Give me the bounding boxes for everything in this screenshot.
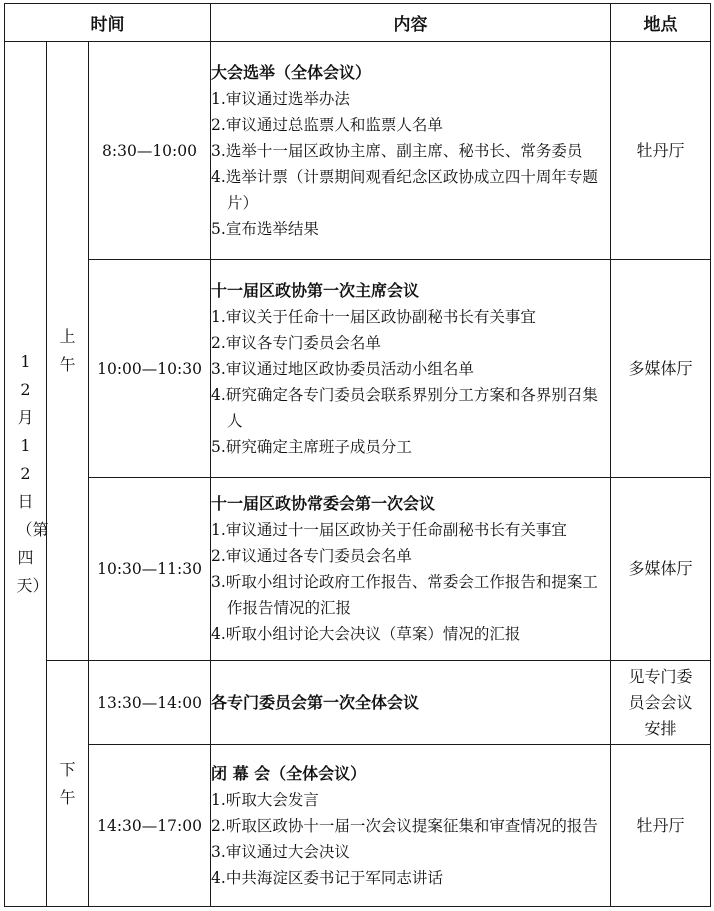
session-place xyxy=(611,478,711,661)
session-row xyxy=(5,661,711,745)
session-content xyxy=(211,42,611,260)
session-title: 十一届区政协第一次主席会议 xyxy=(211,280,420,300)
afternoon-cell xyxy=(47,661,89,907)
agenda-item: 3.选举十一届区政协主席、副主席、秘书长、常务委员 xyxy=(211,141,583,160)
day-label: 12月12日（第四天） xyxy=(16,352,49,595)
session-content xyxy=(211,478,611,661)
day-cell xyxy=(5,42,47,907)
session-row xyxy=(5,260,711,478)
agenda-item: 2.审议通过各专门委员会名单 xyxy=(211,547,412,565)
session-title: 大会选举（全体会议） xyxy=(211,62,372,82)
place-label: 牡丹厅 xyxy=(636,815,685,835)
session-time: 13:30—14:00 xyxy=(89,661,211,745)
agenda-item: 2.听取区政协十一届一次会议提案征集和审查情况的报告 xyxy=(211,816,598,835)
agenda-item: 5.宣布选举结果 xyxy=(211,219,319,238)
schedule-table xyxy=(4,3,711,907)
agenda-item: 1.听取大会发言 xyxy=(211,790,319,809)
header-content: 内容 xyxy=(211,4,611,42)
agenda-item: 4.听取小组讨论大会决议（草案）情况的汇报 xyxy=(211,625,521,643)
session-time: 10:00—10:30 xyxy=(89,260,211,478)
session-title: 闭 幕 会（全体会议） xyxy=(211,763,367,783)
afternoon-label: 下午 xyxy=(59,759,76,807)
agenda-item: 2.审议通过总监票人和监票人名单 xyxy=(211,115,443,134)
agenda-item: 5.研究确定主席班子成员分工 xyxy=(211,437,412,456)
agenda-item: 1.审议通过十一届区政协关于任命副秘书长有关事宜 xyxy=(211,521,567,539)
header-place: 地点 xyxy=(611,4,711,42)
agenda-item: 3.听取小组讨论政府工作报告、常委会工作报告和提案工作报告情况的汇报 xyxy=(211,573,598,617)
session-time: 10:30—11:30 xyxy=(89,478,211,661)
place-label: 多媒体厅 xyxy=(628,358,693,378)
agenda-item: 4.中共海淀区委书记于军同志讲话 xyxy=(211,868,443,887)
morning-label: 上午 xyxy=(59,327,76,374)
session-title: 各专门委员会第一次全体会议 xyxy=(211,692,420,712)
session-title: 十一届区政协常委会第一次会议 xyxy=(211,494,436,513)
session-content xyxy=(211,260,611,478)
session-content xyxy=(211,661,611,745)
agenda-item: 2.审议各专门委员会名单 xyxy=(211,333,381,352)
agenda-item: 3.审议通过大会决议 xyxy=(211,842,350,861)
morning-cell xyxy=(47,42,89,661)
session-place xyxy=(611,42,711,260)
session-time: 14:30—17:00 xyxy=(89,745,211,907)
agenda-item: 4.选举计票（计票期间观看纪念区政协成立四十周年专题片） xyxy=(211,167,598,212)
place-label: 见专门委员会会议安排 xyxy=(628,666,693,738)
session-time: 8:30—10:00 xyxy=(89,42,211,260)
agenda-item: 4.研究确定各专门委员会联系界别分工方案和各界别召集人 xyxy=(211,385,598,430)
place-label: 牡丹厅 xyxy=(636,140,685,160)
agenda-item: 1.审议通过选举办法 xyxy=(211,89,350,108)
place-label: 多媒体厅 xyxy=(628,559,693,578)
agenda-item: 1.审议关于任命十一届区政协副秘书长有关事宜 xyxy=(211,307,536,326)
header-time: 时间 xyxy=(5,4,211,42)
session-row xyxy=(5,745,711,907)
session-row xyxy=(5,478,711,661)
session-content xyxy=(211,745,611,907)
session-place xyxy=(611,661,711,745)
agenda-item: 3.审议通过地区政协委员活动小组名单 xyxy=(211,359,474,378)
session-row xyxy=(5,42,711,260)
session-place xyxy=(611,745,711,907)
session-place xyxy=(611,260,711,478)
header-row xyxy=(5,4,711,42)
